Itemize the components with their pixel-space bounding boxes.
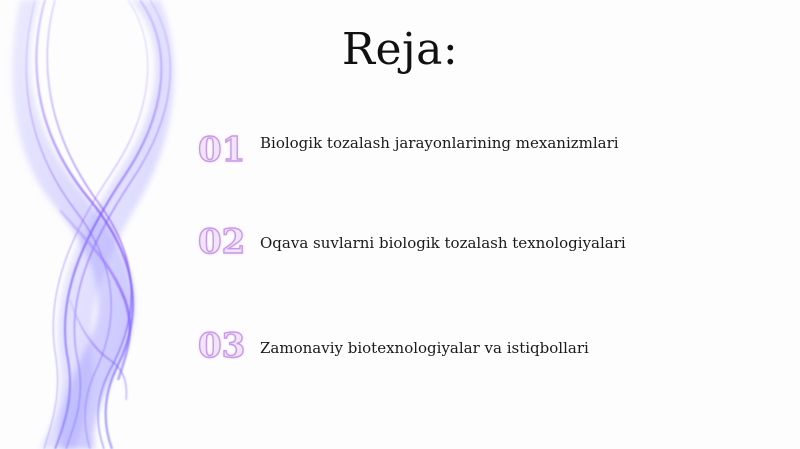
agenda-item-number: 03 [198,326,246,366]
agenda-item-2 [198,220,758,264]
agenda-item-1 [198,128,758,172]
slide-title: Reja: [341,24,459,75]
agenda-item-3 [198,324,758,368]
agenda-item-text: Biologik tozalash jarayonlarining mexanizmlari [260,134,619,152]
agenda-item-number: 02 [198,222,246,262]
agenda-item-text: Zamonaviy biotexnologiyalar va istiqbollari [260,339,589,357]
purple-smoke-ribbon-icon [0,0,200,449]
agenda-item-text: Oqava suvlarni biologik tozalash texnologiyalari [260,234,626,252]
agenda-item-number: 01 [198,130,246,170]
